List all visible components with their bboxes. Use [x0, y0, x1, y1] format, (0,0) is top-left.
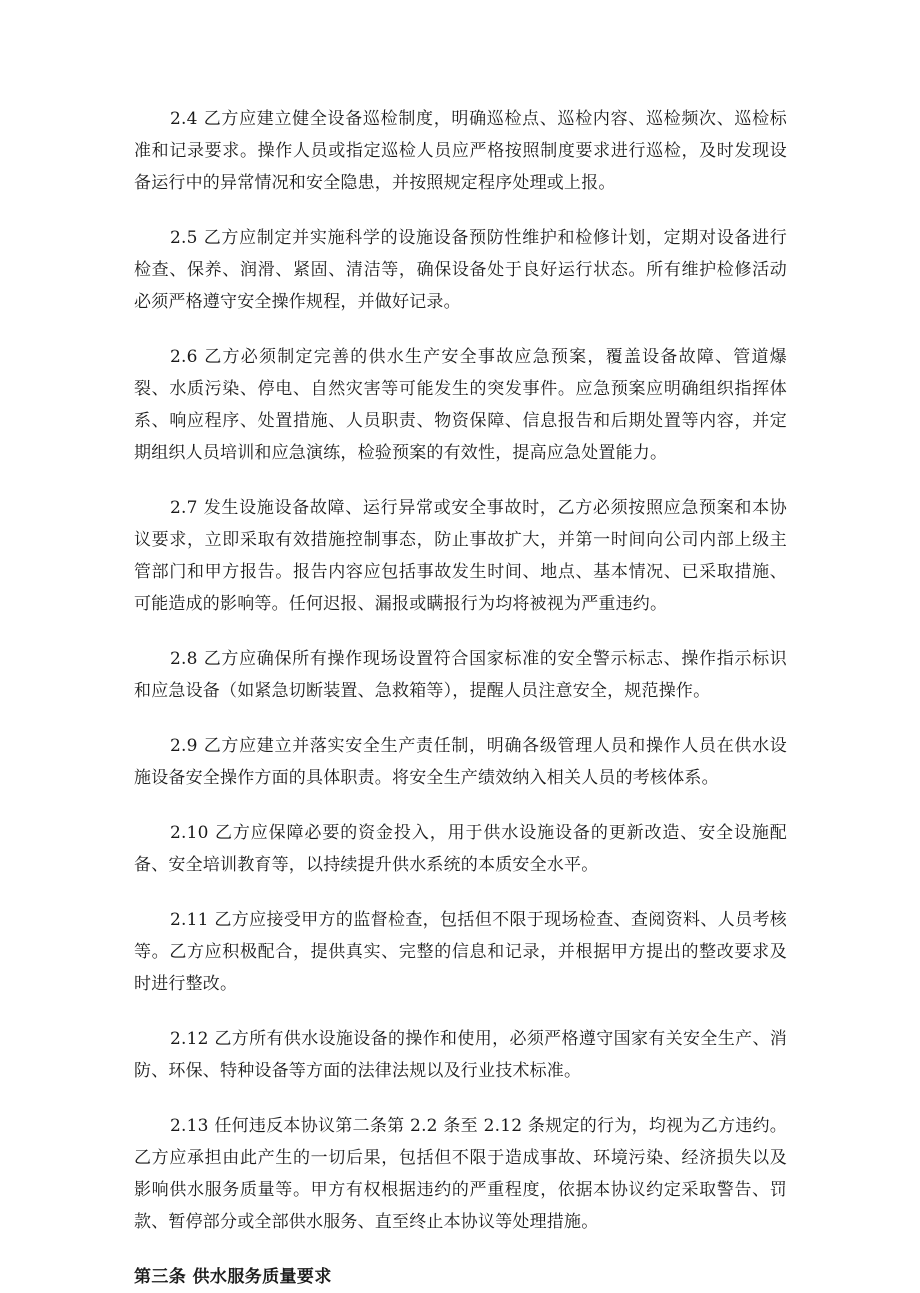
clause-2-11: 2.11 乙方应接受甲方的监督检查，包括但不限于现场检查、查阅资料、人员考核等。乙方应积极配合，提供真实、完整的信息和记录，并根据甲方提出的整改要求及时进行整改。	[134, 910, 787, 994]
clause-2-7: 2.7 发生设施设备故障、运行异常或安全事故时，乙方必须按照应急预案和本协议要求，立即采取有效措施控制事态，防止事故扩大，并第一时间向公司内部上级主管部门和甲方报告。报告内容应包括事故发生时间、地点、基本情况、已采取措施、可能造成的影响等。任何迟报、漏报或瞒报行为均将被视为严重违约。	[134, 498, 787, 614]
section-heading: 第三条 供水服务质量要求	[134, 1267, 332, 1287]
clause-2-8: 2.8 乙方应确保所有操作现场设置符合国家标准的安全警示标志、操作指示标识和应急设备（如紧急切断装置、急救箱等），提醒人员注意安全，规范操作。	[134, 649, 787, 701]
clause-2-13: 2.13 任何违反本协议第二条第 2.2 条至 2.12 条规定的行为，均视为乙方违约。乙方应承担由此产生的一切后果，包括但不限于造成事故、环境污染、经济损失以及影响供水服务质量等。甲方有权根据违约的严重程度，依据本协议约定采取警告、罚款、暂停部分或全部供水服务、直至终止本协议等处理措施。	[134, 1116, 787, 1232]
clause-2-9: 2.9 乙方应建立并落实安全生产责任制，明确各级管理人员和操作人员在供水设施设备安全操作方面的具体职责。将安全生产绩效纳入相关人员的考核体系。	[134, 736, 787, 788]
clause-2-4: 2.4 乙方应建立健全设备巡检制度，明确巡检点、巡检内容、巡检频次、巡检标准和记录要求。操作人员或指定巡检人员应严格按照制度要求进行巡检，及时发现设备运行中的异常情况和安全隐患，并按照规定程序处理或上报。	[134, 109, 787, 193]
clause-2-5: 2.5 乙方应制定并实施科学的设施设备预防性维护和检修计划，定期对设备进行检查、保养、润滑、紧固、清洁等，确保设备处于良好运行状态。所有维护检修活动必须严格遵守安全操作规程，并做好记录。	[134, 228, 787, 312]
clause-2-10: 2.10 乙方应保障必要的资金投入，用于供水设施设备的更新改造、安全设施配备、安全培训教育等，以持续提升供水系统的本质安全水平。	[134, 823, 787, 875]
clause-2-6: 2.6 乙方必须制定完善的供水生产安全事故应急预案，覆盖设备故障、管道爆裂、水质污染、停电、自然灾害等可能发生的突发事件。应急预案应明确组织指挥体系、响应程序、处置措施、人员职责、物资保障、信息报告和后期处置等内容，并定期组织人员培训和应急演练，检验预案的有效性，提高应急处置能力。	[134, 347, 787, 463]
clause-2-12: 2.12 乙方所有供水设施设备的操作和使用，必须严格遵守国家有关安全生产、消防、环保、特种设备等方面的法律法规以及行业技术标准。	[134, 1029, 787, 1081]
